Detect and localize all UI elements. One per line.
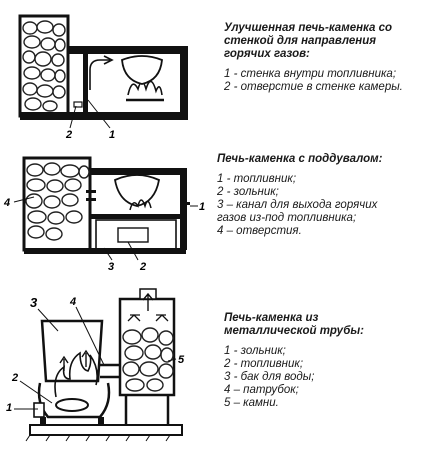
stove-3-water-tank xyxy=(42,321,102,381)
diagram-2-caption xyxy=(217,153,429,238)
callout-1: 1 xyxy=(199,201,206,213)
callout-2: 2 xyxy=(66,129,73,141)
diagram-1-caption xyxy=(224,22,429,94)
diagram-3-caption xyxy=(224,312,429,410)
diagram-2-stove-with-ash-pit xyxy=(0,150,215,275)
callout-2: 2 xyxy=(12,372,19,384)
diagram-1-improved-sauna-stove xyxy=(0,0,210,145)
stove-2-stone-chamber xyxy=(24,158,90,250)
diagram-2-legend: 1 - топливник; 2 - зольник; 3 – канал для выхода горячих газов из-под топливника; 4 – отверстия. xyxy=(217,173,378,237)
diagram-3-title: Печь-каменка из металлической трубы: xyxy=(224,312,364,337)
callout-5: 5 xyxy=(178,354,185,366)
callout-4: 4 xyxy=(70,296,77,308)
stove-3-base xyxy=(30,425,182,435)
diagram-3-metal-pipe-stove xyxy=(0,285,215,460)
diagram-3-legend: 1 - зольник; 2 - топливник; 3 - бак для воды; 4 – патрубок; 5 – камни. xyxy=(224,345,315,409)
callout-1: 1 xyxy=(109,129,116,141)
callout-3: 3 xyxy=(30,295,38,310)
stove-3-ash-box xyxy=(34,403,44,417)
stove-1-opening xyxy=(74,102,82,107)
callout-3: 3 xyxy=(108,261,115,273)
callout-2: 2 xyxy=(140,261,147,273)
diagram-1-legend: 1 - стенка внутри топливника; 2 - отверстие в стенке камеры. xyxy=(224,68,403,93)
diagram-2-title: Печь-каменка с поддувалом: xyxy=(217,153,383,165)
callout-4: 4 xyxy=(4,197,11,209)
diagram-1-title: Улучшенная печь-каменка со стенкой для направления горячих газов: xyxy=(224,22,393,60)
callout-1: 1 xyxy=(6,402,13,414)
stove-1-inner-wall xyxy=(83,54,88,112)
stove-3-connector xyxy=(100,365,122,377)
